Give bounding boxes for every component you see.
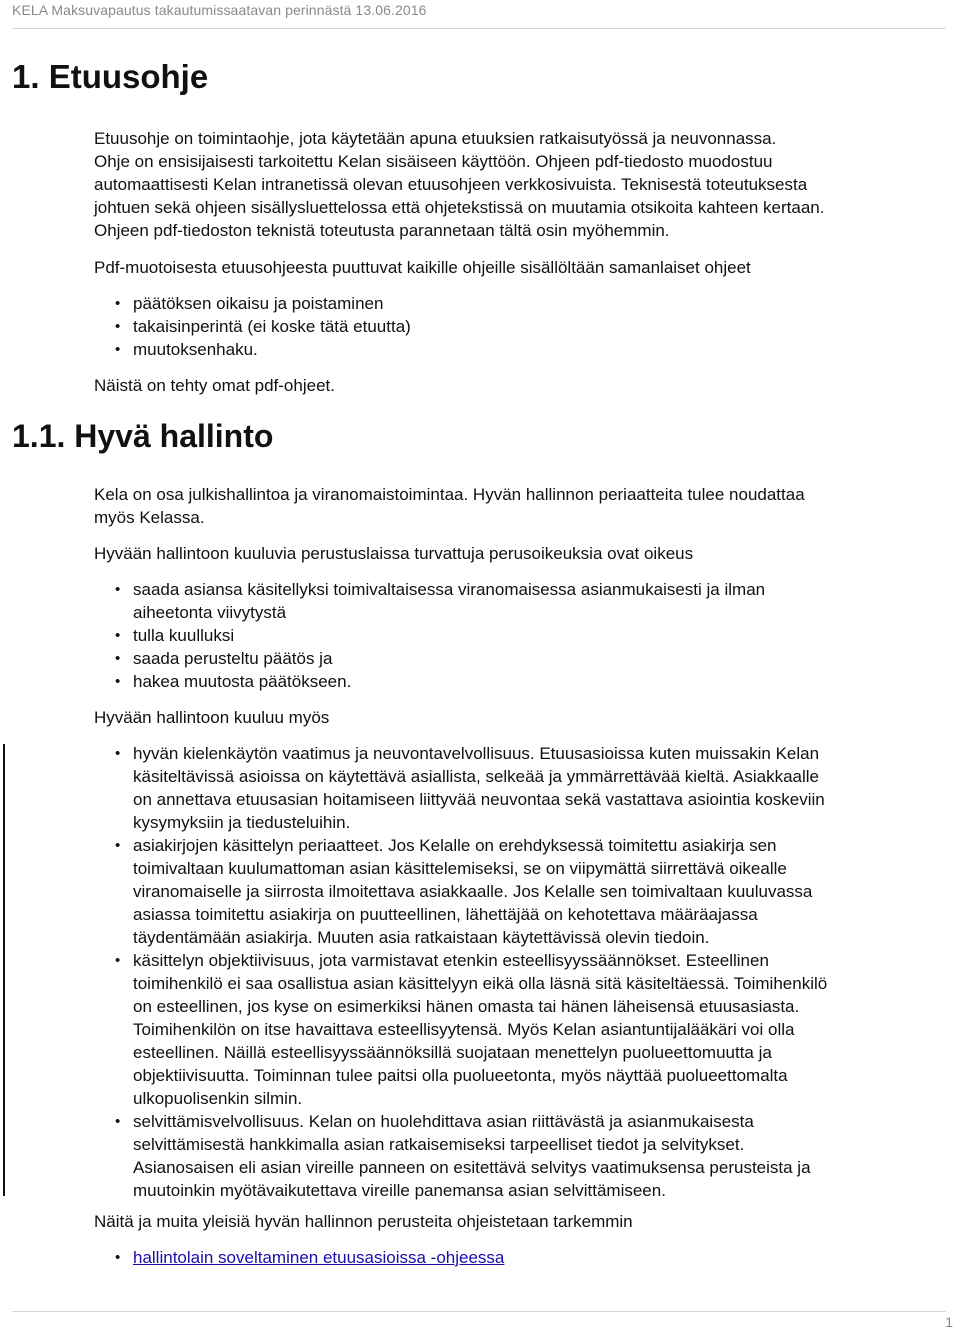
hallintolaki-guide-link[interactable]: hallintolain soveltaminen etuusasioissa -ohjeessa bbox=[133, 1248, 505, 1267]
list-item-text: saada asiansa käsitellyksi toimivaltaisessa viranomaisessa asianmukaisesti ja ilman bbox=[133, 580, 766, 599]
list-item-text: muutoinkin myötävaikutettava vireille panemansa asian selvittämiseen. bbox=[133, 1181, 666, 1200]
list-item-text: päätöksen oikaisu ja poistaminen bbox=[133, 294, 384, 313]
missing-list bbox=[94, 292, 954, 361]
list-item: • takaisinperintä (ei koske tätä etuutta) bbox=[115, 317, 411, 336]
header-divider bbox=[12, 28, 946, 29]
list-item-text: asiakirjojen käsittelyn periaatteet. Jos Kelalle on erehdyksessä toimitettu asiakirja sen bbox=[133, 836, 777, 855]
list-item-text: selvittämisestä hankkimalla asian ratkaisemiseksi tarpeelliset tiedot ja selvitykset. bbox=[133, 1135, 745, 1154]
list-item: • muutoksenhaku. bbox=[115, 340, 258, 359]
list-item-text: hakea muutosta päätökseen. bbox=[133, 672, 352, 691]
page-number: 1 bbox=[945, 1314, 953, 1330]
list-item: • tulla kuulluksi bbox=[115, 626, 235, 645]
list-item-text: kysymyksiin ja tiedusteluihin. bbox=[133, 813, 351, 832]
list-item-text: täydentämään asiakirja. Muuten asia ratkaistaan käytettävissä olevin tiedoin. bbox=[133, 928, 710, 947]
intro-line: Ohjeen pdf-tiedoston teknistä toteutusta parannetaan tältä osin myöhemmin. bbox=[94, 221, 670, 240]
list-item: • päätöksen oikaisu ja poistaminen bbox=[115, 294, 384, 313]
list-item: • hakea muutosta päätökseen. bbox=[115, 672, 352, 691]
list-item-text: aiheetonta viivytystä bbox=[133, 603, 287, 622]
intro-line: automaattisesti Kelan intranetissä olevan etuusohjeen verkkosivuista. Teknisestä toteutuksesta bbox=[94, 175, 808, 194]
list-item-text: käsittelyn objektiivisuus, jota varmistavat etenkin esteellisyyssäännökset. Esteellinen bbox=[133, 951, 769, 970]
list-item-text: toimivaltaan kuulumattoman asian käsittelemiseksi, se on viipymättä siirrettävä oikealle bbox=[133, 859, 787, 878]
list-item-text: takaisinperintä (ei koske tätä etuutta) bbox=[133, 317, 411, 336]
section-1-heading: 1. Etuusohje bbox=[12, 58, 209, 95]
also-intro: Hyvään hallintoon kuuluu myös bbox=[94, 708, 330, 727]
rights-list bbox=[94, 578, 954, 693]
list-item-text: ulkopuolisenkin silmin. bbox=[133, 1089, 303, 1108]
list-item-text: käsiteltävissä asioissa on käytettävä asiallista, selkeää ja ymmärrettävää kieltä. Asiakkaalle bbox=[133, 767, 819, 786]
list-item: • asiakirjojen käsittelyn periaatteet. Jos Kelalle on erehdyksessä toimitettu asiakirja sen toimivaltaan kuulumattoman asian käsittelemiseksi, se on viipymättä siirrettävä oikealle viranomaiselle ja siirrosta ilmoitettava asiakkaalle. Jos Kelalle sen toimivaltaan kuuluvassa asiassa toimitettu asiakirja on puutteellinen, lähettäjää on kehotettava määräajassa täydentämään asiakirja. Muuten asia ratkaistaan käytettävissä olevin tiedoin. bbox=[115, 836, 813, 947]
change-bar bbox=[3, 744, 5, 1196]
list-item-text: toimihenkilö ei saa osallistua asian käsittelyyn eikä olla läsnä sitä käsiteltäessä. Toimihenkilö bbox=[133, 974, 828, 993]
list-item: • saada asiansa käsitellyksi toimivaltaisessa viranomaisessa asianmukaisesti ja ilman aiheetonta viivytystä bbox=[115, 580, 766, 622]
para-line: Kela on osa julkishallintoa ja viranomaistoimintaa. Hyvän hallinnon periaatteita tulee noudattaa bbox=[94, 485, 805, 504]
list-item-text: asiassa toimitettu asiakirja on puutteellinen, lähettäjää on kehotettava määräajassa bbox=[133, 905, 758, 924]
rights-block bbox=[94, 542, 954, 693]
good-governance-intro bbox=[94, 483, 954, 529]
list-item-text: objektiivisuutta. Toiminnan tulee paitsi olla puolueetonta, myös näyttää puolueettomalta bbox=[133, 1066, 788, 1085]
intro-line: johtuen sekä ohjeen sisällysluettelossa että ohjetekstissä on muutamia otsikoita kahteen kertaan. bbox=[94, 198, 825, 217]
rights-intro: Hyvään hallintoon kuuluvia perustuslaissa turvattuja perusoikeuksia ovat oikeus bbox=[94, 544, 694, 563]
list-item: • hallintolain soveltaminen etuusasioissa -ohjeessa bbox=[115, 1248, 505, 1267]
more-intro: Näitä ja muita yleisiä hyvän hallinnon perusteita ohjeistetaan tarkemmin bbox=[94, 1212, 633, 1231]
list-item-text: esteellinen. Näillä esteellisyyssäännöksillä suojataan menettelyn puolueettomuutta ja bbox=[133, 1043, 772, 1062]
link-list bbox=[94, 1246, 954, 1269]
para-line: myös Kelassa. bbox=[94, 508, 205, 527]
list-item-text: hyvän kielenkäytön vaatimus ja neuvontavelvollisuus. Etuusasioissa kuten muissakin Kelan bbox=[133, 744, 820, 763]
list-item-text: on annettava etuusasian hoitamiseen liittyvää neuvontaa sekä vastattava asiointia koskeviin bbox=[133, 790, 825, 809]
list-item-text: Toimihenkilön on itse havaittava esteellisyytensä. Myös Kelan asiantuntijalääkäri voi olla bbox=[133, 1020, 795, 1039]
list-item: • selvittämisvelvollisuus. Kelan on huolehdittava asian riittävästä ja asianmukaisesta selvittämisestä hankkimalla asian ratkaisemiseksi tarpeelliset tiedot ja selvitykset. Asianosaisen eli asian vireille panneen on esitettävä selvitys vaatimuksensa perusteista ja muutoinkin myötävaikutettava vireille panemansa asian selvittämiseen. bbox=[115, 1112, 811, 1200]
also-list bbox=[94, 742, 954, 1202]
list-item-text: Asianosaisen eli asian vireille panneen on esitettävä selvitys vaatimuksensa perusteista ja bbox=[133, 1158, 811, 1177]
also-block bbox=[94, 706, 954, 1202]
list-item: • käsittelyn objektiivisuus, jota varmistavat etenkin esteellisyyssäännökset. Esteellinen toimihenkilö ei saa osallistua asian käsittelyyn eikä olla läsnä sitä käsiteltäessä. Toimihenkilö on esteellinen, jos kyse on esimerkiksi hänen omasta tai hänen läheisensä etuusasiasta. Toimihenkilön on itse havaittava esteellisyytensä. Myös Kelan asiantuntijalääkäri voi olla esteellinen. Näillä esteellisyyssäännöksillä suojataan menettelyn puolueettomuutta ja objektiivisuutta. Toiminnan tulee paitsi olla puolueetonta, myös näyttää puolueettomalta ulkopuolisenkin silmin. bbox=[115, 951, 828, 1108]
intro-line: Ohje on ensisijaisesti tarkoitettu Kelan sisäiseen käyttöön. Ohjeen pdf-tiedosto muodostuu bbox=[94, 152, 773, 171]
list-item-text: tulla kuulluksi bbox=[133, 626, 235, 645]
list-item-text: saada perusteltu päätös ja bbox=[133, 649, 333, 668]
list-item: • saada perusteltu päätös ja bbox=[115, 649, 333, 668]
intro-line: Etuusohje on toimintaohje, jota käytetään apuna etuuksien ratkaisutyössä ja neuvonnassa. bbox=[94, 129, 777, 148]
footer-divider bbox=[12, 1311, 946, 1312]
list-item-text: selvittämisvelvollisuus. Kelan on huolehdittava asian riittävästä ja asianmukaisesta bbox=[133, 1112, 754, 1131]
section-1-1-heading: 1.1. Hyvä hallinto bbox=[12, 418, 274, 454]
missing-intro: Pdf-muotoisesta etuusohjeesta puuttuvat kaikille ohjeille sisällöltään samanlaiset ohjeet bbox=[94, 258, 751, 277]
separate-note: Näistä on tehty omat pdf-ohjeet. bbox=[94, 376, 335, 395]
missing-guides-block bbox=[94, 256, 954, 397]
list-item-text: on esteellinen, jos kyse on esimerkiksi hänen omasta tai hänen läheisensä etuusasiasta. bbox=[133, 997, 800, 1016]
more-info-block bbox=[94, 1210, 954, 1269]
list-item: • hyvän kielenkäytön vaatimus ja neuvontavelvollisuus. Etuusasioissa kuten muissakin Kelan käsiteltävissä asioissa on käytettävä asiallista, selkeää ja ymmärrettävää kieltä. Asiakkaalle on annettava etuusasian hoitamiseen liittyvää neuvontaa sekä vastattava asiointia koskeviin kysymyksiin ja tiedusteluihin. bbox=[115, 744, 825, 832]
list-item-text: viranomaiselle ja siirrosta ilmoitettava asiakkaalle. Jos Kelalle sen toimivaltaan kuuluvassa bbox=[133, 882, 813, 901]
page-header-title: KELA Maksuvapautus takautumissaatavan perinnästä 13.06.2016 bbox=[12, 2, 427, 18]
section-1-intro bbox=[94, 127, 954, 242]
list-item-text: muutoksenhaku. bbox=[133, 340, 258, 359]
